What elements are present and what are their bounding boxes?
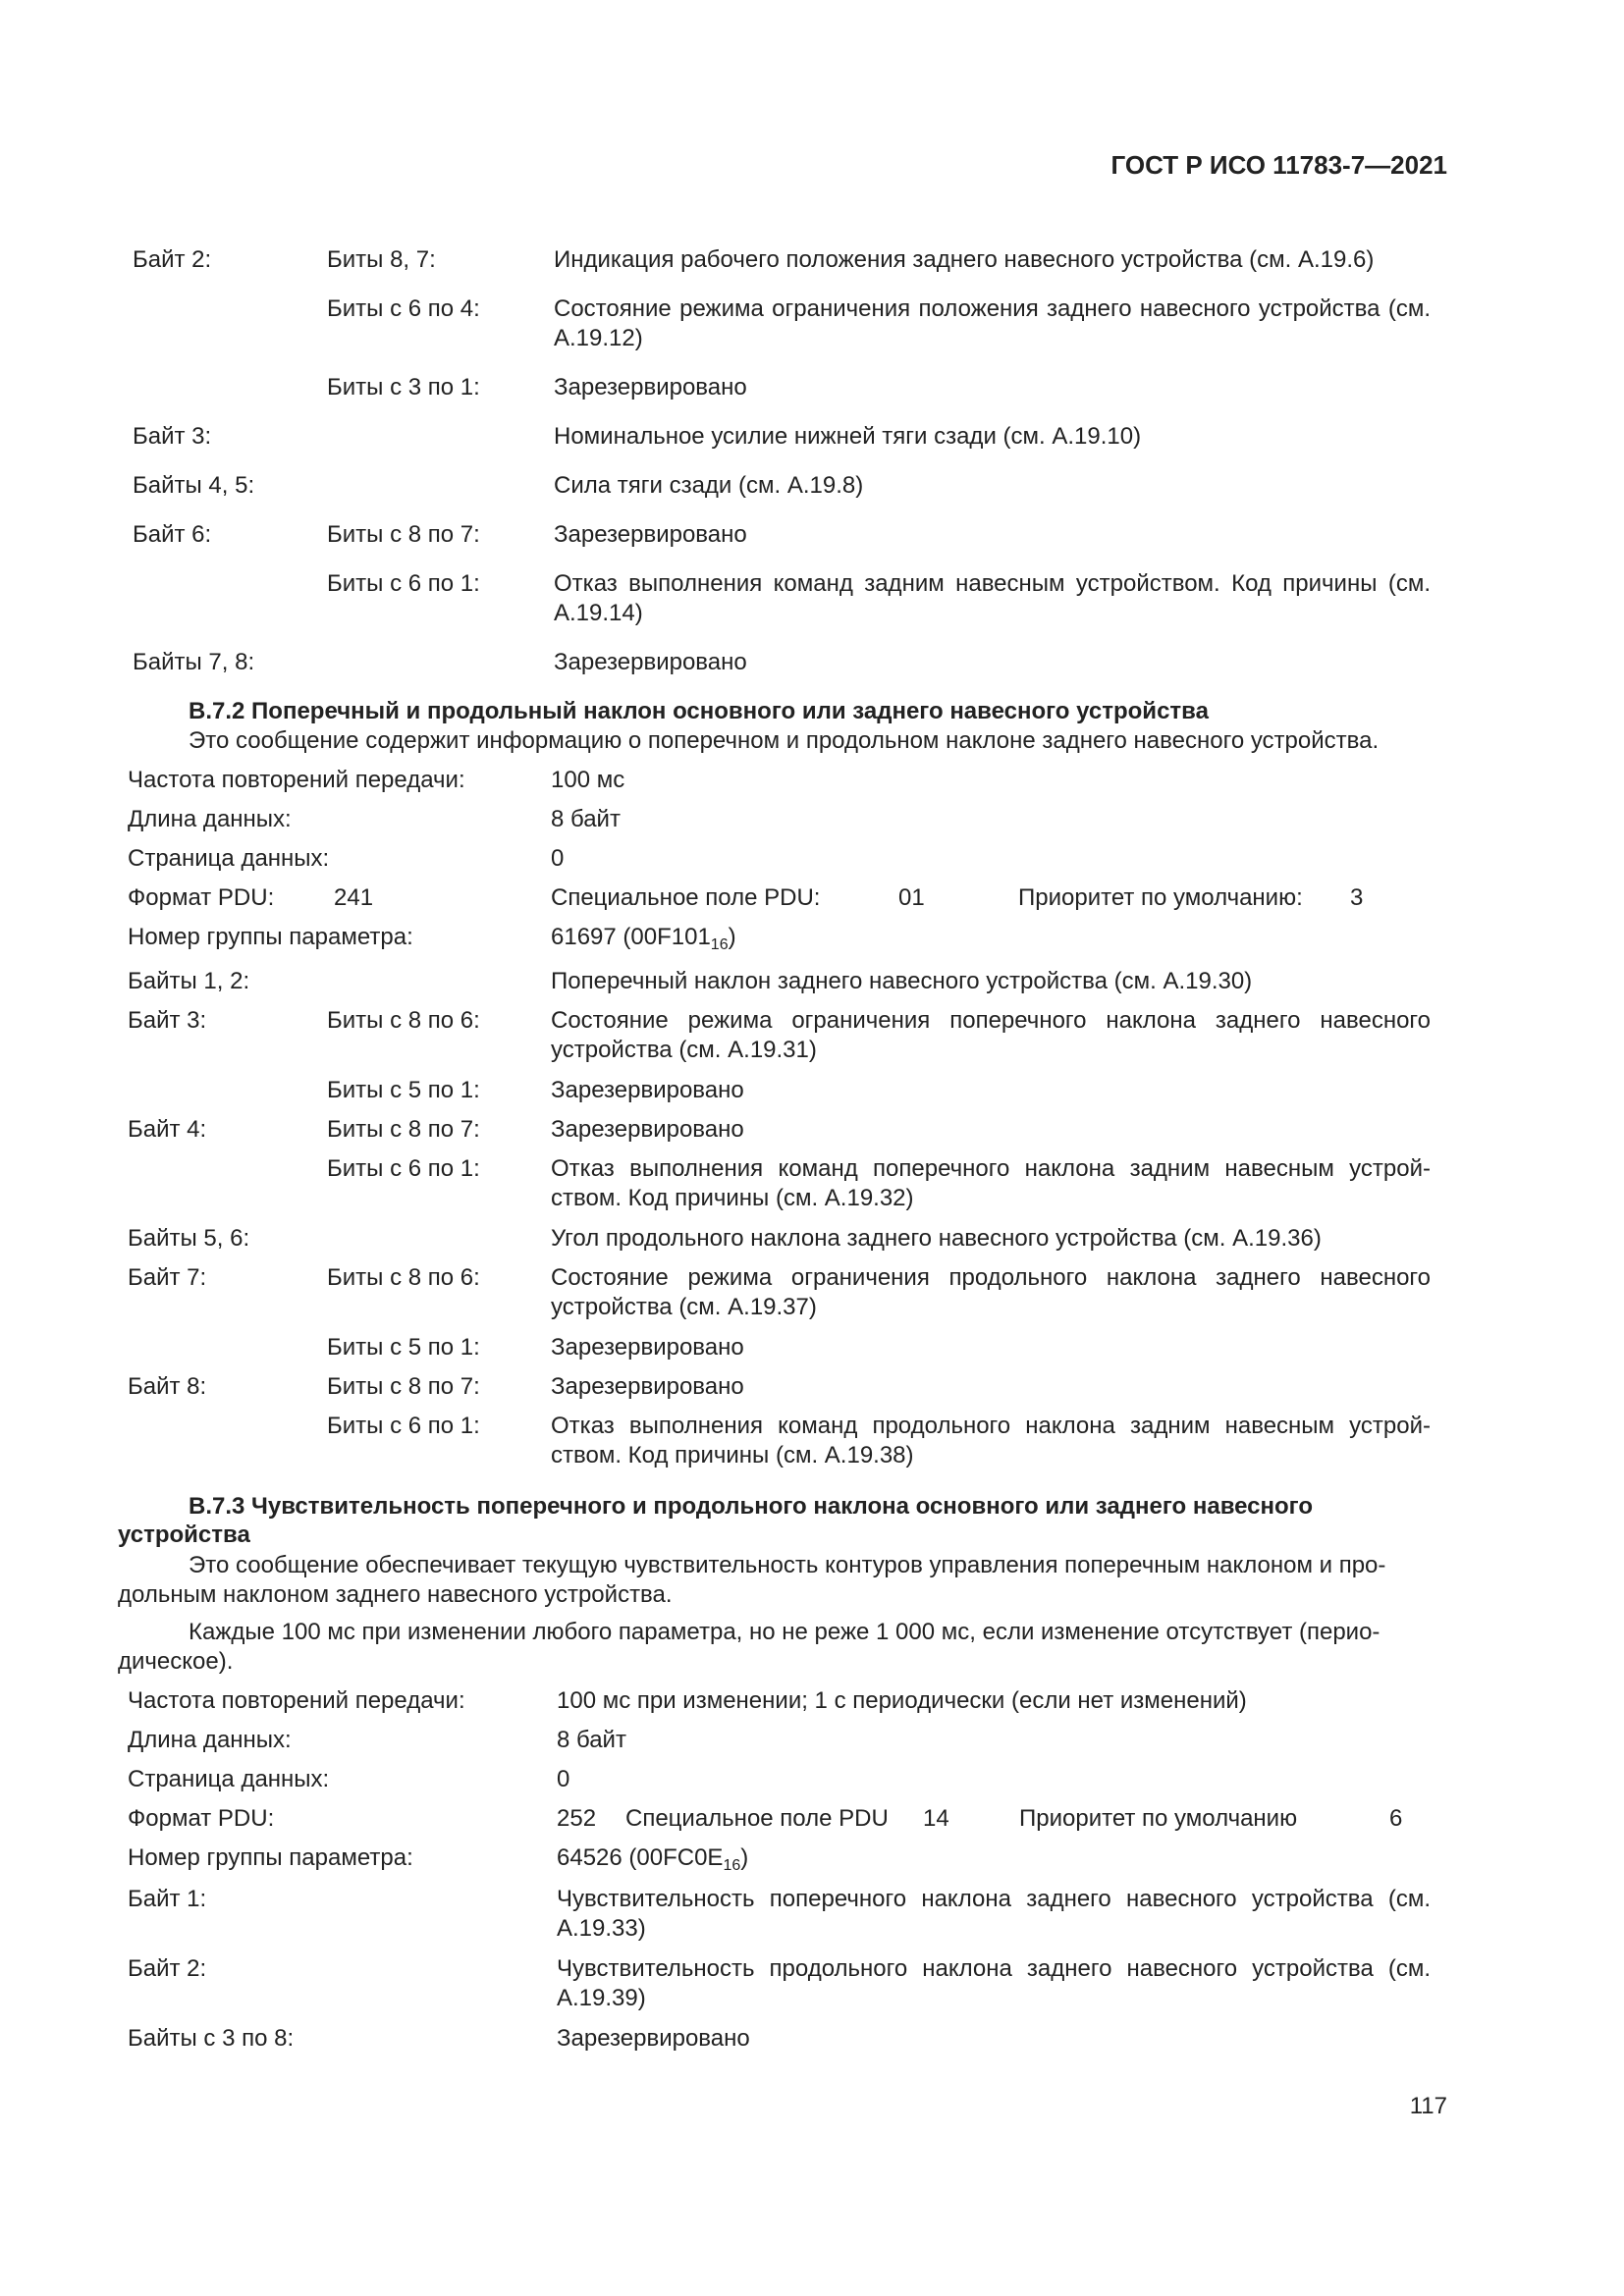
pdu-specific-label: Специальное поле PDU [625,1805,889,1832]
byte-label: Байты с 3 по 8: [128,2025,295,2052]
pdu-format-label: Формат PDU: [128,884,275,911]
pdu-specific-label: Специальное поле PDU: [551,884,821,911]
byte-label: Байт 8: [128,1373,207,1400]
field-description: Зарезервировано [554,521,747,548]
paragraph-continued: дольным наклоном заднего навесного устройства. [118,1581,673,1608]
section-title: B.7.3 Чувствительность поперечного и продольного наклона основного или заднего навесного [189,1493,1314,1520]
byte-label: Байт 7: [128,1264,207,1291]
document-id: ГОСТ Р ИСО 11783-7—2021 [1110,150,1447,180]
bits-label: Биты 8, 7: [327,246,436,273]
pgn-value: 61697 $(00F101_{16})$ [551,924,736,953]
data-page-value: 0 [551,845,565,872]
pgn-label: Номер группы параметра: [128,1844,413,1871]
data-page-label: Страница данных: [128,845,330,872]
priority-label: Приоритет по умолчанию: [1018,884,1303,911]
field-description: Состояние режима ограничения поперечного наклона заднего навесного устройства (см. А.19.31) [551,1007,1431,1063]
pdu-specific-value: 01 [898,884,925,911]
field-description: Поперечный наклон заднего навесного устройства (см. А.19.30) [551,968,1253,994]
bits-label: Биты с 8 по 7: [327,1373,480,1400]
field-description: Угол продольного наклона заднего навесного устройства (см. А.19.36) [551,1225,1322,1252]
pdu-format-label: Формат PDU: [128,1805,275,1832]
length-value: 8 байт [557,1727,626,1753]
pgn-value: 64526 $(00FC0E_{16})$ [557,1844,749,1874]
bits-label: Биты с 8 по 7: [327,1116,480,1143]
priority-value: 3 [1350,884,1364,911]
field-description: Чувствительность продольного наклона заднего навесного устройства (см. А.19.39) [557,1955,1431,2011]
pdu-specific-value: 14 [923,1805,949,1832]
paragraph: Каждые 100 мс при изменении любого параметра, но не реже 1 000 мс, если изменение отсутствует (перио- [189,1619,1380,1645]
field-description: Зарезервировано [551,1077,744,1103]
byte-label: Байты 4, 5: [133,472,255,499]
freq-value: 100 мс [551,767,625,793]
field-description: Номинальное усилие нижней тяги сзади (см. А.19.10) [554,423,1142,450]
paragraph-continued: дическое). [118,1648,234,1675]
byte-label: Байт 1: [128,1886,207,1912]
byte-label: Байт 3: [128,1007,207,1034]
bits-label: Биты с 5 по 1: [327,1334,480,1361]
data-page-value: 0 [557,1766,570,1792]
page-number: 117 [1409,2093,1447,2119]
freq-label: Частота повторений передачи: [128,767,465,793]
bits-label: Биты с 6 по 1: [327,1155,480,1182]
section-intro: Это сообщение содержит информацию о поперечном и продольном наклоне заднего навесного устройства. [189,727,1380,754]
length-label: Длина данных: [128,1727,292,1753]
byte-label: Байт 6: [133,521,212,548]
field-description: Индикация рабочего положения заднего навесного устройства (см. А.19.6) [554,246,1375,273]
bits-label: Биты с 6 по 1: [327,570,480,597]
field-description: Сила тяги сзади (см. А.19.8) [554,472,864,499]
byte-label: Байт 2: [133,246,212,273]
bits-label: Биты с 6 по 4: [327,295,480,322]
field-description: Отказ выполнения команд поперечного наклона задним навесным устрой-ством. Код причины (см. А.19.32) [551,1155,1431,1211]
freq-value: 100 мс при изменении; 1 с периодически (если нет изменений) [557,1687,1247,1714]
length-value: 8 байт [551,806,621,832]
bits-label: Биты с 8 по 7: [327,521,480,548]
priority-label: Приоритет по умолчанию [1019,1805,1298,1832]
freq-label: Частота повторений передачи: [128,1687,465,1714]
bits-label: Биты с 6 по 1: [327,1413,480,1439]
field-description: Зарезервировано [551,1373,744,1400]
field-description: Состояние режима ограничения положения заднего навесного устройства (см. А.19.12) [554,295,1431,351]
bits-label: Биты с 8 по 6: [327,1007,480,1034]
byte-label: Байт 3: [133,423,212,450]
bits-label: Биты с 3 по 1: [327,374,480,400]
section-title-continued: устройства [118,1522,250,1548]
field-description: Чувствительность поперечного наклона заднего навесного устройства (см. А.19.33) [557,1886,1431,1942]
field-description: Отказ выполнения команд задним навесным устройством. Код причины (см. А.19.14) [554,570,1431,626]
field-description: Отказ выполнения команд продольного наклона задним навесным устрой-ством. Код причины (см. А.19.38) [551,1413,1431,1468]
byte-label: Байт 4: [128,1116,207,1143]
pdu-format-value: 252 [557,1805,597,1832]
priority-value: 6 [1389,1805,1403,1832]
field-description: Состояние режима ограничения продольного наклона заднего навесного устройства (см. А.19.37) [551,1264,1431,1320]
byte-label: Байты 7, 8: [133,649,255,675]
data-page-label: Страница данных: [128,1766,330,1792]
section-title: B.7.2 Поперечный и продольный наклон основного или заднего навесного устройства [189,698,1209,724]
bits-label: Биты с 5 по 1: [327,1077,480,1103]
length-label: Длина данных: [128,806,292,832]
pgn-label: Номер группы параметра: [128,924,413,950]
field-description: Зарезервировано [557,2025,750,2052]
byte-label: Байты 1, 2: [128,968,250,994]
field-description: Зарезервировано [554,374,747,400]
paragraph: Это сообщение обеспечивает текущую чувствительность контуров управления поперечным наклоном и про- [189,1552,1386,1578]
bits-label: Биты с 8 по 6: [327,1264,480,1291]
field-description: Зарезервировано [551,1334,744,1361]
field-description: Зарезервировано [554,649,747,675]
byte-label: Байты 5, 6: [128,1225,250,1252]
field-description: Зарезервировано [551,1116,744,1143]
byte-label: Байт 2: [128,1955,207,1982]
pdu-format-value: 241 [334,884,374,911]
